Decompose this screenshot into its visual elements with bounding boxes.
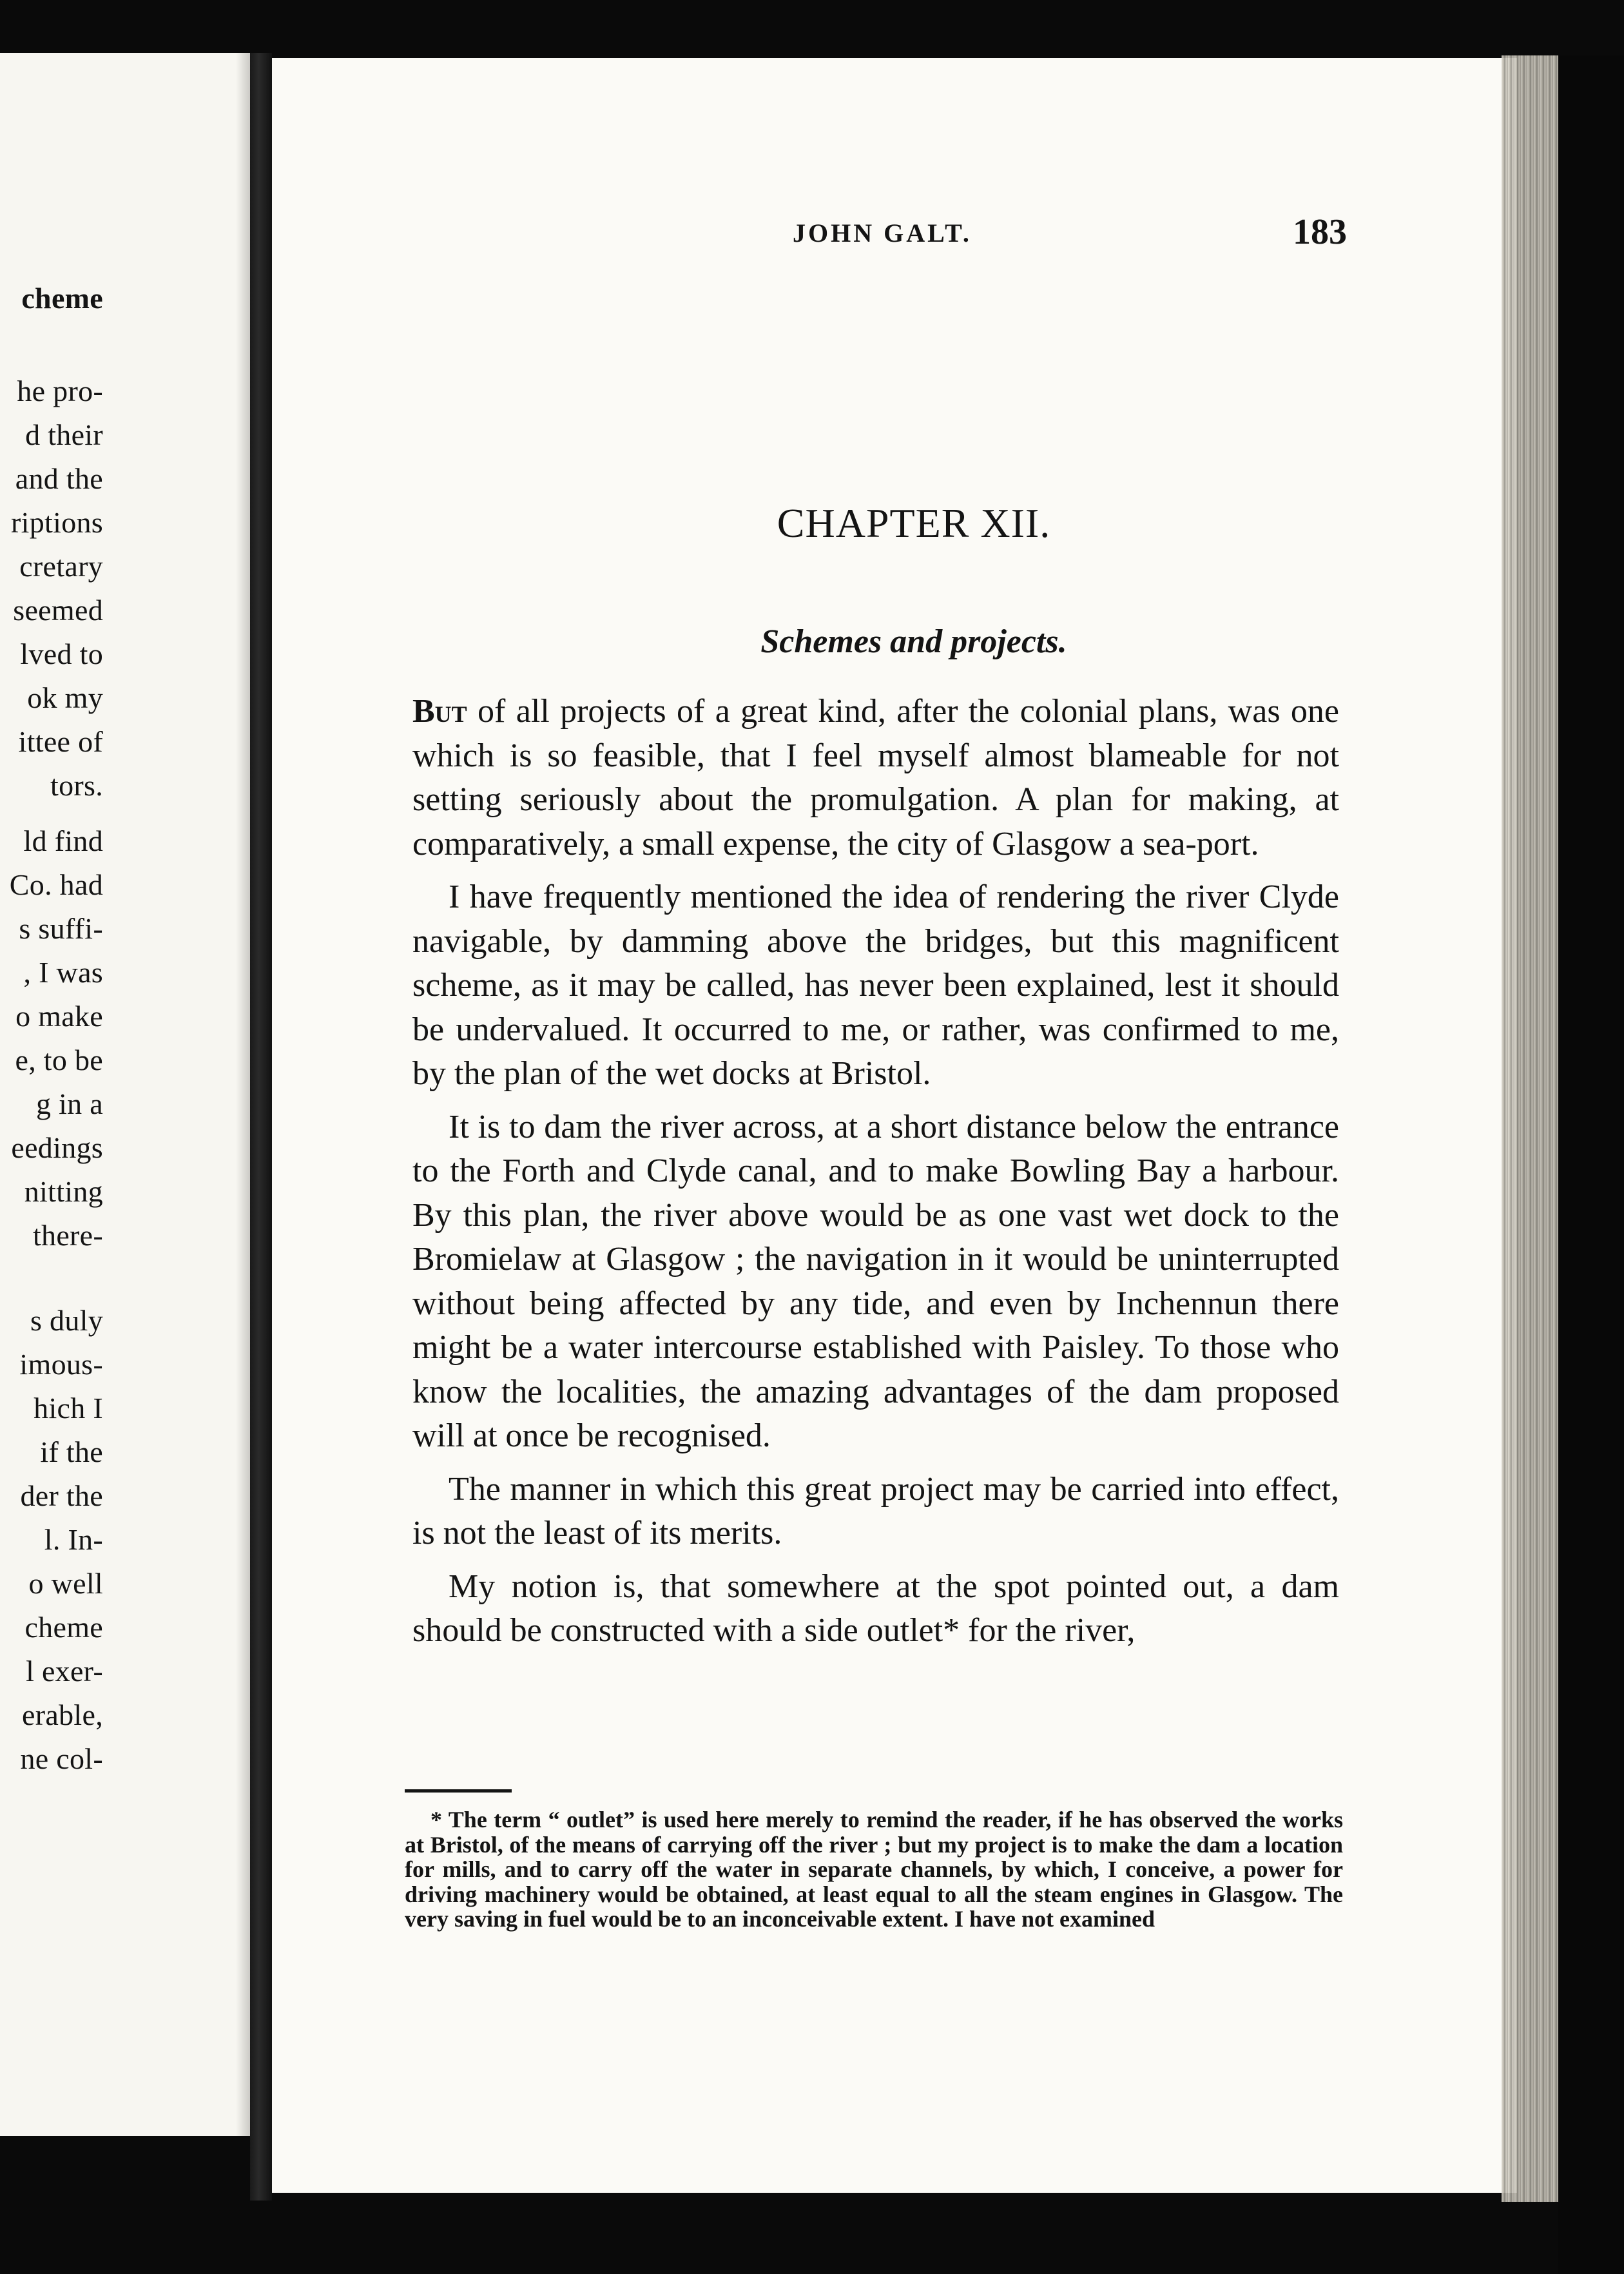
page-number: 183 xyxy=(1293,212,1347,252)
facing-line: tors. xyxy=(50,769,103,802)
chapter-subtitle: Schemes and projects. xyxy=(760,623,1067,660)
facing-line: if the xyxy=(40,1435,103,1468)
facing-line: l. In- xyxy=(44,1523,103,1556)
facing-line: g in a xyxy=(36,1087,103,1120)
facing-line: there- xyxy=(32,1219,103,1252)
facing-line: l exer- xyxy=(26,1655,103,1687)
facing-line: eedings xyxy=(11,1131,103,1164)
paragraph: It is to dam the river across, at a short distance below the entrance to the Forth and Clyde canal, and to make Bowling Bay a harbour. By this plan, the river above would be as one vast wet dock to the Bromielaw at Glasgow ; the navigation in it would be uninterrupted without being affected by any tide, and even by Inchennun there might be a water intercourse established with Paisley. To those who know the localities, the amazing advantages of the dam proposed will at once be recognised. xyxy=(412,1108,1339,1454)
facing-line: ld find xyxy=(23,824,103,857)
facing-line: cheme xyxy=(21,282,103,315)
facing-line: cheme xyxy=(24,1611,103,1644)
facing-line: e, to be xyxy=(15,1044,103,1076)
footnote: * The term “ outlet” is used here merely to remind the reader, if he has observed the works at Bristol, of the means of carrying off the river ; but my project is to make the dam a location for mills, and to carry off the water in separate channels, by which, I conceive, a power for driving machinery would be obtained, at least equal to all the steam engines in Glasgow. The very saving in fuel would be to an inconceivable extent. I have not examined xyxy=(405,1807,1343,1932)
background-edge xyxy=(1558,55,1624,2274)
facing-line: imous- xyxy=(19,1348,103,1381)
chapter-title: CHAPTER XII. xyxy=(777,500,1051,546)
facing-line: der the xyxy=(20,1479,103,1512)
facing-line: riptions xyxy=(11,506,103,539)
running-title: JOHN GALT. xyxy=(793,219,972,248)
facing-line: ittee of xyxy=(18,725,103,758)
facing-line: , I was xyxy=(23,956,103,989)
body-text xyxy=(412,690,1339,1662)
paragraph: The manner in which this great project may be carried into effect, is not the least of its merits. xyxy=(412,1470,1339,1551)
paragraph: My notion is, that somewhere at the spot pointed out, a dam should be constructed with a side outlet* for the river, xyxy=(412,1568,1339,1649)
page-edges xyxy=(1502,55,1561,2202)
facing-line: o well xyxy=(28,1567,103,1600)
facing-line: ne col- xyxy=(20,1742,103,1775)
facing-line: ok my xyxy=(27,681,103,714)
facing-line: s duly xyxy=(30,1304,103,1337)
drop-word: But xyxy=(412,693,467,730)
facing-line: hich I xyxy=(34,1392,103,1424)
facing-line: s suffi- xyxy=(19,912,103,945)
page-shadow xyxy=(236,53,250,2136)
facing-line: and the xyxy=(15,462,103,495)
facing-page-fragment xyxy=(0,53,250,2136)
facing-line: he pro- xyxy=(17,374,103,407)
book-page xyxy=(272,58,1517,2193)
facing-line: lved to xyxy=(20,637,103,670)
facing-line: nitting xyxy=(24,1175,103,1208)
facing-line: cretary xyxy=(19,550,103,583)
paragraph xyxy=(412,690,1339,866)
facing-line: o make xyxy=(15,1000,103,1033)
facing-line: erable, xyxy=(22,1698,103,1731)
facing-line: Co. had xyxy=(9,868,103,901)
running-header xyxy=(272,212,1517,269)
footnote-rule xyxy=(405,1789,512,1793)
paragraph-text: of all projects of a great kind, after the colonial plans, was one which is so feasible, that I feel myself almost blameable for not setting seriously about the promulgation. A plan for making, at comparatively, a small expense, the city of Glasgow a sea-port. xyxy=(412,693,1339,862)
facing-line: d their xyxy=(25,418,103,451)
facing-line: seemed xyxy=(13,594,103,627)
paragraph: I have frequently mentioned the idea of rendering the river Clyde navigable, by damming above the bridges, but this magnificent scheme, as it may be called, has never been explained, lest it should be undervalued. It occurred to me, or rather, was confirmed to me, by the plan of the wet docks at Bristol. xyxy=(412,879,1339,1092)
book-gutter xyxy=(250,53,272,2201)
